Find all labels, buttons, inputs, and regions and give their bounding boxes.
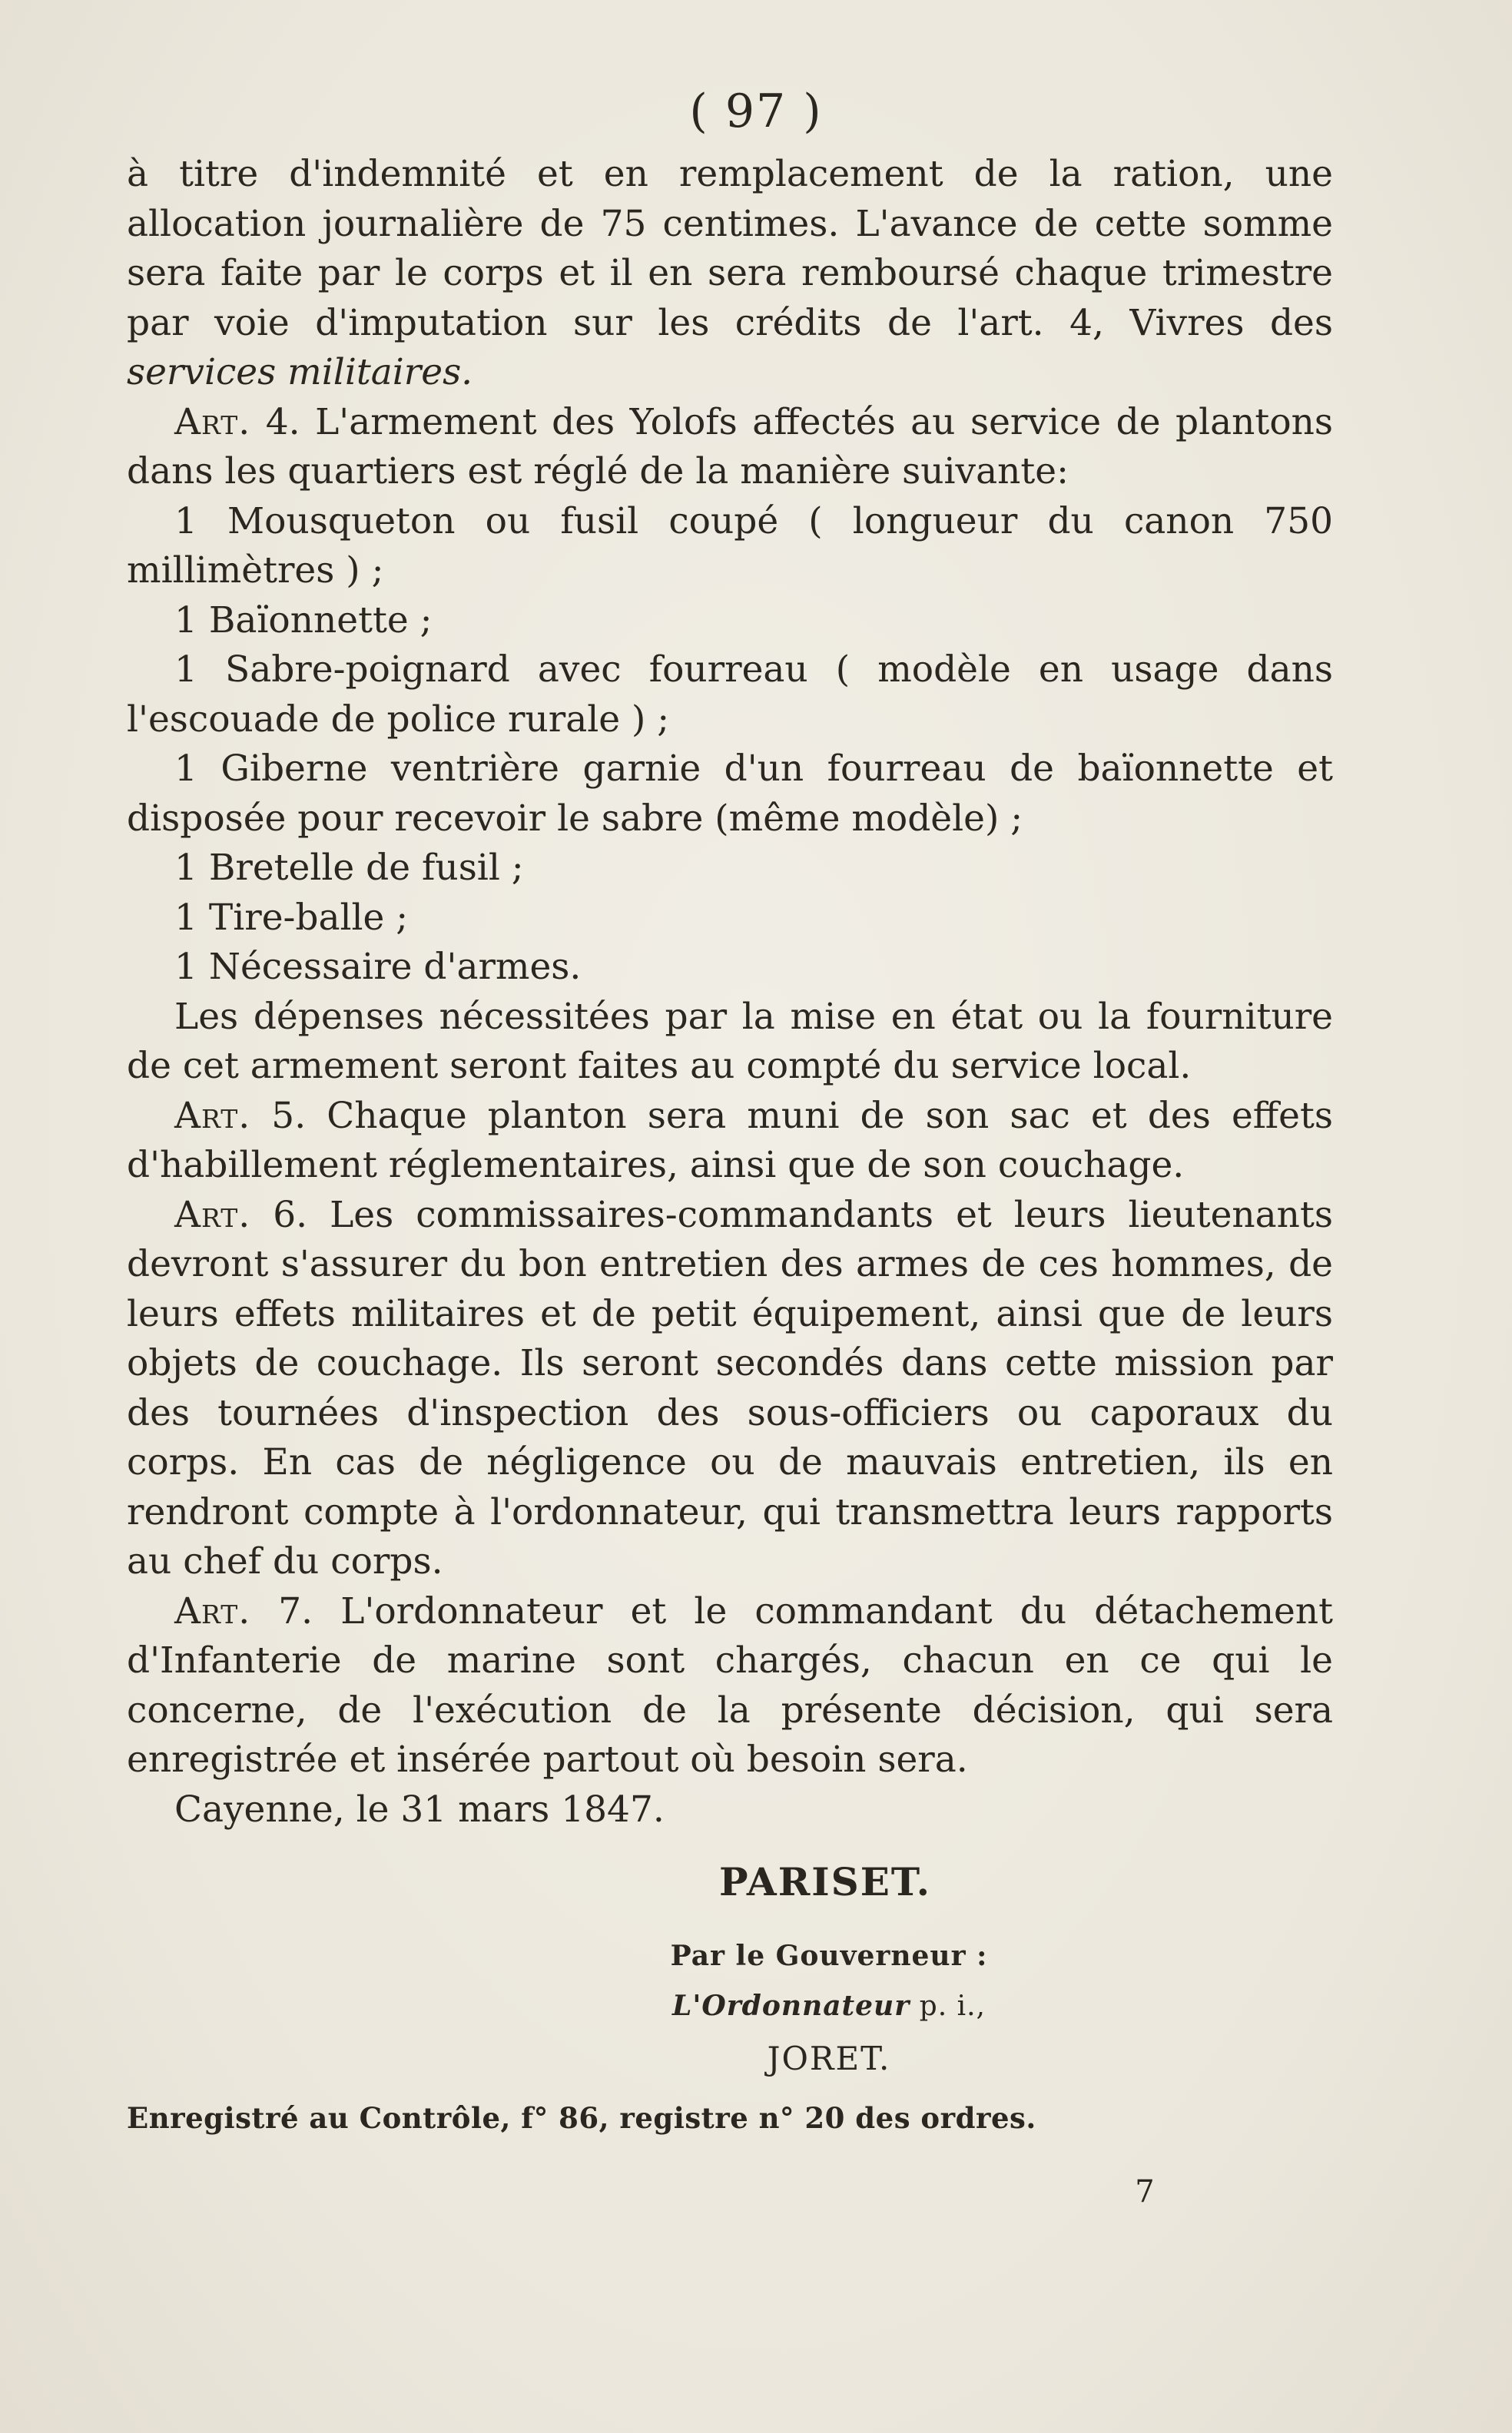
body-text: [127, 150, 1333, 1835]
list-item: 1 Tire-balle ;: [174, 896, 409, 939]
paragraph-text: à titre d'indemnité et en remplacement de la ration, une allocation journalière de 75 centimes. L'avance de cette somme sera faite par le corps et il en sera remboursé chaque trimestre par voie d'imputation sur les crédits de l'art. 4, Vivres des: [127, 153, 1333, 344]
paragraph-expenses: Les dépenses nécessitées par la mise en état ou la fourniture de cet armement seront faites au compté du service local.: [127, 995, 1333, 1087]
article-text: L'armement des Yolofs affectés au service de plantons dans les quartiers est réglé de la manière suivante:: [127, 400, 1334, 492]
article-6: [127, 1191, 1333, 1587]
role-title: L'Ordonnateur: [672, 1990, 910, 2022]
article-text: Les commissaires-commandants et leurs lieutenants devront s'assurer du bon entretien des armes de ces hommes, de leurs effets militaires et de petit équipement, ainsi que de leurs objets de couchage. Ils seront secondés dans cette mission par des tournées d'inspection des sous-officiers ou caporaux du corps. En cas de négligence ou de mauvais entretien, ils en rendront compte à l'ordonnateur, qui transmettra leurs rapports au chef du corps.: [127, 1193, 1333, 1583]
article-text: L'ordonnateur et le commandant du détachement d'Infanterie de marine sont chargés, chacun en ce qui le concerne, de l'exécution de la présente décision, qui sera enregistrée et insérée partout où besoin sera.: [127, 1589, 1333, 1781]
list-item: 1 Mousqueton ou fusil coupé ( longueur du canon 750 millimètres ) ;: [127, 499, 1333, 592]
registration-note: Enregistré au Contrôle, f° 86, registre n° 20 des ordres.: [127, 2101, 1036, 2135]
article-label: Art.: [174, 400, 251, 443]
article-label: Art.: [174, 1193, 251, 1236]
article-text: Chaque planton sera muni de son sac et des effets d'habillement réglementaires, ainsi que de son couchage.: [127, 1094, 1333, 1186]
list-item: 1 Sabre-poignard avec fourreau ( modèle en usage dans l'escouade de police rurale ) ;: [127, 648, 1333, 741]
article-7: [127, 1587, 1333, 1785]
article-label: Art.: [174, 1094, 251, 1137]
list-item: 1 Giberne ventrière garnie d'un fourreau de baïonnette et disposée pour recevoir le sabre (même modèle) ;: [127, 747, 1333, 840]
article-number: 6.: [273, 1193, 308, 1236]
signature: PARISET.: [718, 1859, 932, 1904]
article-number: 4.: [265, 400, 300, 443]
page-number: ( 97 ): [689, 85, 823, 138]
article-5: [127, 1092, 1333, 1191]
role-suffix: p. i.,: [910, 1990, 986, 2022]
countersign-name: JORET.: [767, 2040, 891, 2077]
list-item: 1 Bretelle de fusil ;: [174, 847, 524, 889]
article-number: 5.: [271, 1094, 307, 1137]
emphasis-text: services militaires.: [127, 351, 473, 393]
list-item: 1 Nécessaire d'armes.: [174, 946, 582, 988]
paragraph-indemnity: [127, 150, 1333, 398]
countersign-line: Par le Gouverneur :: [670, 1940, 988, 1972]
folio-number: 7: [1135, 2174, 1155, 2209]
article-number: 7.: [278, 1589, 313, 1632]
article-label: Art.: [174, 1589, 251, 1632]
place-date: Cayenne, le 31 mars 1847.: [174, 1788, 665, 1831]
list-item: 1 Baïonnette ;: [174, 598, 433, 641]
article-4: [127, 398, 1333, 497]
countersign-role: [0, 1990, 1512, 2022]
